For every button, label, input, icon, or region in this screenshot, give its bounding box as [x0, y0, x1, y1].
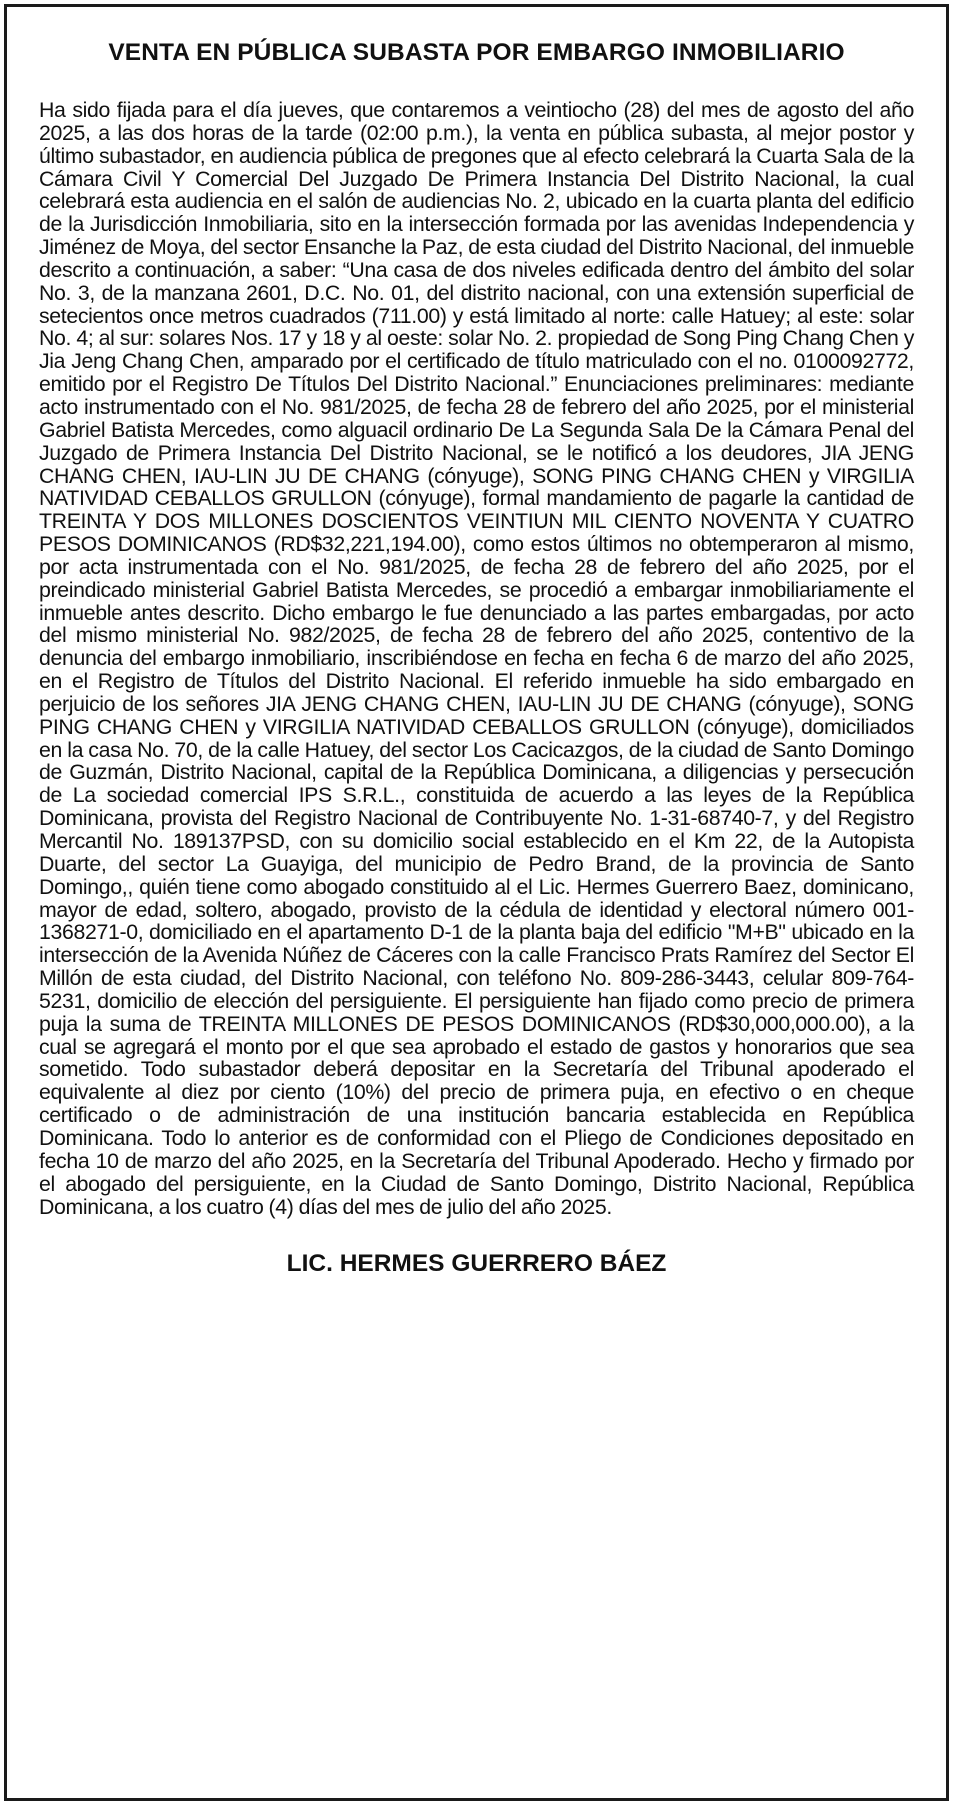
signature: LIC. HERMES GUERRERO BÁEZ	[286, 1250, 667, 1278]
notice-title: VENTA EN PÚBLICA SUBASTA POR EMBARGO INMOBILIARIO	[108, 39, 845, 66]
legal-notice	[4, 4, 949, 1801]
notice-body: Ha sido fijada para el día jueves, que contaremos a veintiocho (28) del mes de agosto del año 2025, a las dos horas de la tarde (02:00 p.m.), la venta en pública subasta, al mejor postor y último subastador, en audiencia pública de pregones que al efecto celebrará la Cuarta Sala de la Cámara Civil Y Comercial Del Juzgado De Primera Instancia Del Distrito Nacional, la cual celebrará esta audiencia en el salón de audiencias No. 2, ubicado en la cuarta planta del edificio de la Jurisdicción Inmobiliaria, sito en la intersección formada por las avenidas Independencia y Jiménez de Moya, del sector Ensanche la Paz, de esta ciudad del Distrito Nacional, del inmueble descrito a continuación, a saber: “Una casa de dos niveles edificada dentro del ámbito del solar No. 3, de la manzana 2601, D.C. No. 01, del distrito nacional, con una extensión superficial de setecientos once metros cuadrados (711.00) y está limitado al norte: calle Hatuey; al este: solar No. 4; al sur: solares Nos. 17 y 18 y al oeste: solar No. 2. propiedad de Song Ping Chang Chen y Jia Jeng Chang Chen, amparado por el certificado de título matriculado con el no. 0100092772, emitido por el Registro De Títulos Del Distrito Nacional.” Enunciaciones preliminares: mediante acto instrumentado con el No. 981/2025, de fecha 28 de febrero del año 2025, por el ministerial Gabriel Batista Mercedes, como alguacil ordinario De La Segunda Sala De la Cámara Penal del Juzgado de Primera Instancia Del Distrito Nacional, se le notificó a los deudores, JIA JENG CHANG CHEN, IAU-LIN JU DE CHANG (cónyuge), SONG PING CHANG CHEN y VIRGILIA NATIVIDAD CEBALLOS GRULLON (cónyuge), formal mandamiento de pagarle la cantidad de TREINTA Y DOS MILLONES DOSCIENTOS VEINTIUN MIL CIENTO NOVENTA Y CUATRO PESOS DOMINICANOS (RD$32,221,194.00), como estos últimos no obtemperaron al mismo, por acta instrumentada con el No. 981/2025, de fecha 28 de febrero del año 2025, por el preindicado ministerial Gabriel Batista Mercedes, se procedió a embargar inmobiliariamente el inmueble antes descrito. Dicho embargo le fue denunciado a las partes embargadas, por acto del mismo ministerial No. 982/2025, de fecha 28 de febrero del año 2025, contentivo de la denuncia del embargo inmobiliario, inscribiéndose en fecha en fecha 6 de marzo del año 2025, en el Registro de Títulos del Distrito Nacional. El referido inmueble ha sido embargado en perjuicio de los señores JIA JENG CHANG CHEN, IAU-LIN JU DE CHANG (cónyuge), SONG PING CHANG CHEN y VIRGILIA NATIVIDAD CEBALLOS GRULLON (cónyuge), domiciliados en la casa No. 70, de la calle Hatuey, del sector Los Cacicazgos, de la ciudad de Santo Domingo de Guzmán, Distrito Nacional, capital de la República Dominicana, a diligencias y persecución de La sociedad comercial IPS S.R.L., constituida de acuerdo a las leyes de la República Dominicana, provista del Registro Nacional de Contribuyente No. 1-31-68740-7, y del Registro Mercantil No. 189137PSD, con su domicilio social establecido en el Km 22, de la Autopista Duarte, del sector La Guayiga, del municipio de Pedro Brand, de la provincia de Santo Domingo,, quién tiene como abogado constituido al el Lic. Hermes Guerrero Baez, dominicano, mayor de edad, soltero, abogado, provisto de la cédula de identidad y electoral número 001-1368271-0, domiciliado en el apartamento D-1 de la planta baja del edificio "M+B" ubicado en la intersección de la Avenida Núñez de Cáceres con la calle Francisco Prats Ramírez del Sector El Millón de esta ciudad, del Distrito Nacional, con teléfono No. 809-286-3443, celular 809-764-5231, domicilio de elección del persiguiente. El persiguiente han fijado como precio de primera puja la suma de TREINTA MILLONES DE PESOS DOMINICANOS (RD$30,000,000.00), a la cual se agregará el monto por el que sea aprobado el estado de gastos y honorarios que sea sometido. Todo subastador deberá depositar en la Secretaría del Tribunal apoderado el equivalente al diez por ciento (10%) del precio de primera puja, en efectivo o en cheque certificado o de administración de una institución bancaria establecida en República Dominicana. Todo lo anterior es de conformidad con el Pliego de Condiciones depositado en fecha 10 de marzo del año 2025, en la Secretaría del Tribunal Apoderado. Hecho y firmado por el abogado del persiguiente, en la Ciudad de Santo Domingo, Distrito Nacional, República Dominicana, a los cuatro (4) días del mes de julio del año 2025.	[39, 98, 914, 1219]
